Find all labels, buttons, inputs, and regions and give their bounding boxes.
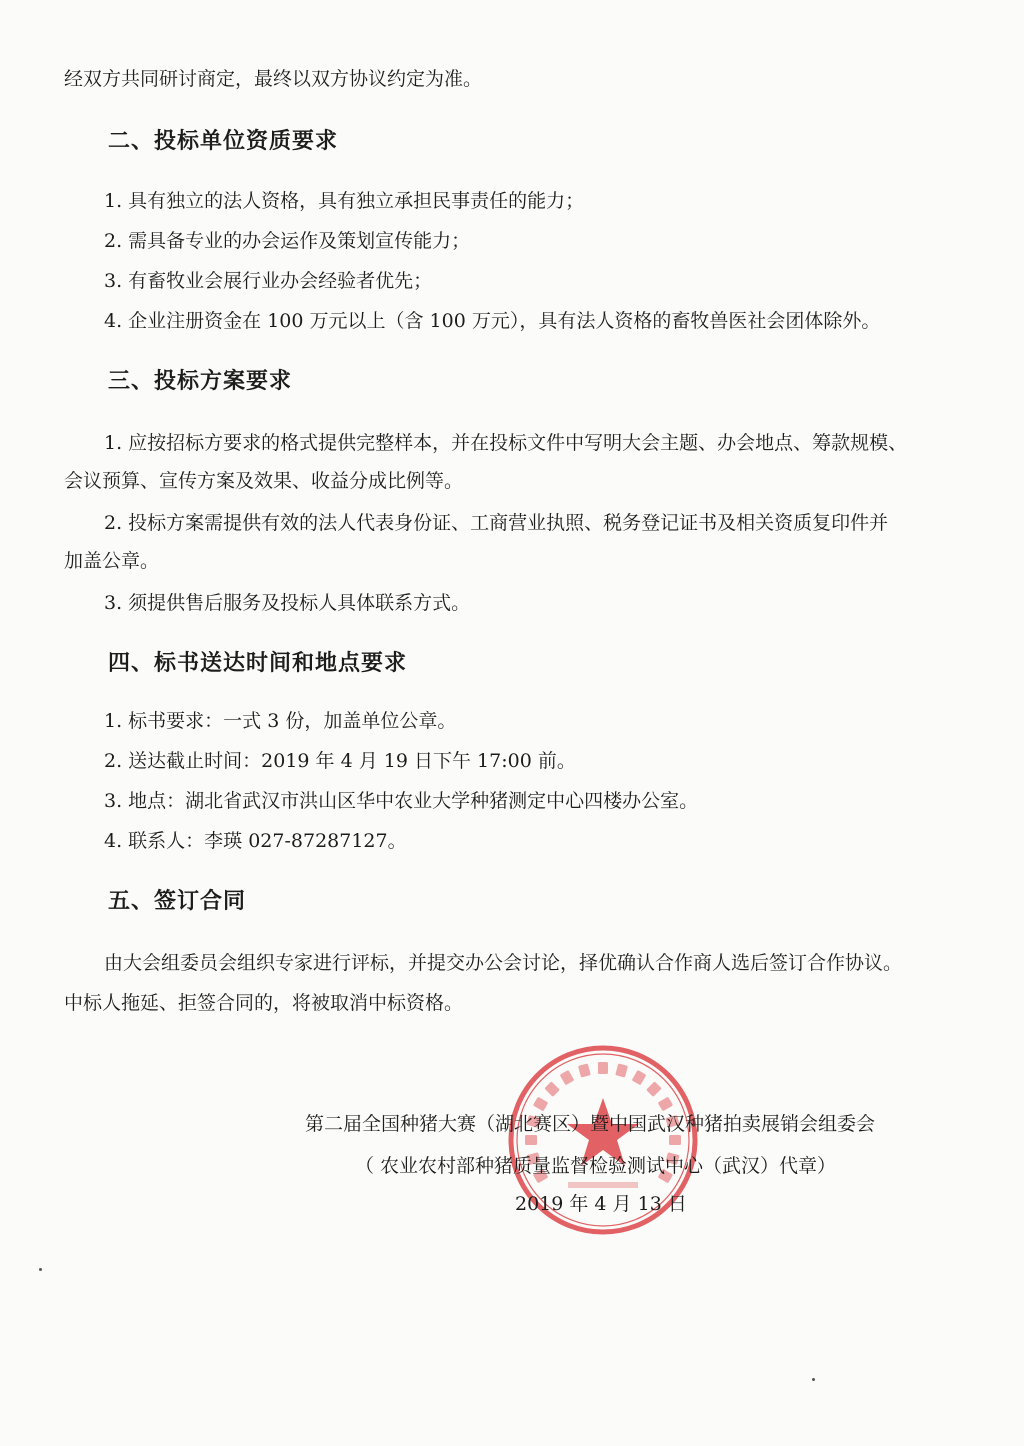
seal-ring-glyph	[598, 1062, 608, 1074]
seal-ring-glyph	[615, 1063, 628, 1077]
list-item: 2. 需具备专业的办会运作及策划宣传能力；	[104, 230, 471, 252]
list-item: 3. 须提供售后服务及投标人具体联系方式。	[104, 592, 471, 614]
section-heading-contract: 五、签订合同	[108, 888, 247, 914]
seal-ring-glyph	[544, 1081, 560, 1097]
seal-ring-glyph	[560, 1070, 575, 1085]
list-item-continuation: 会议预算、宣传方案及效果、收益分成比例等。	[64, 470, 464, 492]
list-item: 4. 企业注册资金在 100 万元以上（含 100 万元），具有法人资格的畜牧兽医社会团体除外。	[104, 310, 881, 332]
seal-ring-glyph	[578, 1063, 591, 1077]
intro-line: 经双方共同研讨商定，最终以双方协议约定为准。	[64, 68, 483, 90]
list-item: 1. 应按招标方要求的格式提供完整样本，并在投标文件中写明大会主题、办会地点、筹款规模、	[104, 432, 908, 454]
signature-proxy: （ 农业农村部种猪质量监督检验测试中心（武汉）代章）	[355, 1155, 837, 1177]
list-item: 2. 送达截止时间：2019 年 4 月 19 日下午 17:00 前。	[104, 750, 576, 772]
section-heading-qualifications: 二、投标单位资质要求	[108, 128, 339, 154]
list-item-continuation: 加盖公章。	[64, 550, 160, 572]
list-item: 3. 地点：湖北省武汉市洪山区华中农业大学种猪测定中心四楼办公室。	[104, 790, 699, 812]
list-item: 1. 标书要求：一式 3 份，加盖单位公章。	[104, 710, 457, 732]
signature-date: 2019 年 4 月 13 日	[515, 1193, 687, 1215]
section-heading-delivery: 四、标书送达时间和地点要求	[108, 650, 408, 676]
seal-ring-glyph	[632, 1070, 647, 1085]
paragraph-line: 中标人拖延、拒签合同的，将被取消中标资格。	[64, 992, 464, 1014]
scan-speck	[39, 1268, 42, 1271]
list-item: 3. 有畜牧业会展行业办会经验者优先；	[104, 270, 433, 292]
section-heading-proposal: 三、投标方案要求	[108, 368, 293, 394]
list-item: 4. 联系人：李瑛 027-87287127。	[104, 830, 407, 852]
seal-ring-glyph	[646, 1081, 662, 1097]
seal-ring-glyph	[658, 1097, 673, 1112]
paragraph-line: 由大会组委员会组织专家进行评标，并提交办公会讨论，择优确认合作商人选后签订合作协议。	[104, 952, 903, 974]
seal-ring-glyph	[533, 1097, 548, 1112]
list-item: 2. 投标方案需提供有效的法人代表身份证、工商营业执照、税务登记证书及相关资质复印件并	[104, 512, 889, 534]
scan-speck	[812, 1378, 815, 1381]
signature-organization: 第二届全国种猪大赛（湖北赛区）暨中国武汉种猪拍卖展销会组委会	[305, 1113, 876, 1135]
list-item: 1. 具有独立的法人资格，具有独立承担民事责任的能力；	[104, 190, 585, 212]
